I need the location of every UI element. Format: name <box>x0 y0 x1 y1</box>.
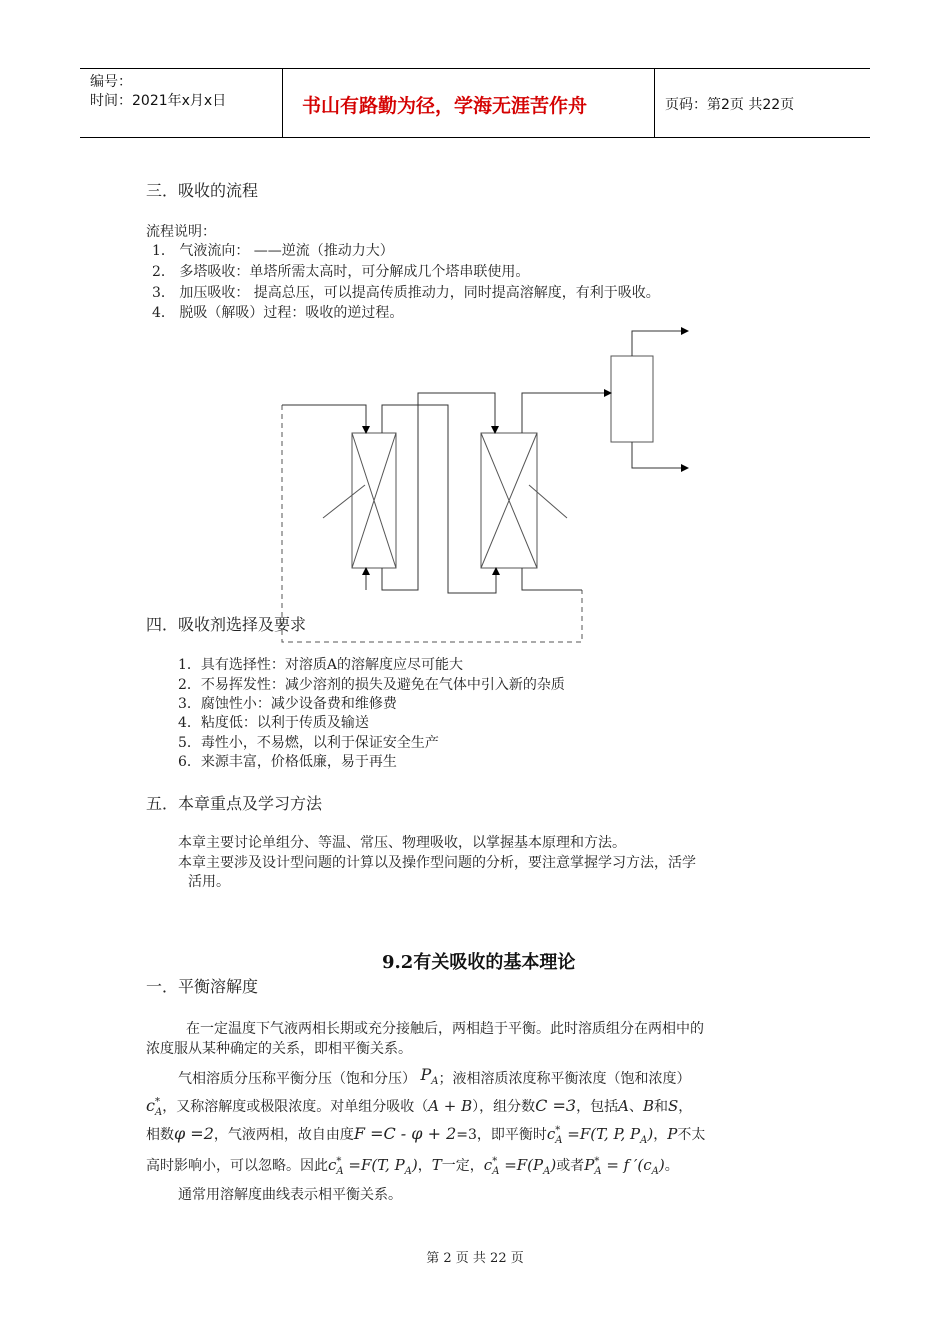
header-time: 时间：2021年x月x日 <box>90 93 227 109</box>
section-5-title: 五．本章重点及学习方法 <box>146 794 323 813</box>
equilibrium-line: 相数φ =2，气液两相，故自由度F =C - φ + 2=3，即平衡时$c^*_A =F(T$, P, $P_A$)，P不太 <box>146 1124 706 1146</box>
equilibrium-paragraph: 浓度服从某种确定的关系，即相平衡关系。 <box>146 1041 412 1057</box>
desorber-liquid-outlet-arrow <box>632 442 688 468</box>
text-run: 相数 <box>146 1127 174 1143</box>
formula-s: S <box>667 1097 679 1115</box>
flow-item: 4． 脱吸（解吸）过程：吸收的逆过程。 <box>152 305 404 321</box>
text-run: ，又称溶解度或极限浓度。对单组分吸收（ <box>162 1099 429 1115</box>
section-3-title: 三．吸收的流程 <box>146 181 259 200</box>
liquid-transfer-arrow <box>382 393 495 590</box>
text-run: ，包括 <box>576 1099 619 1115</box>
equilibrium-line: $c^*_A$，又称溶解度或极限浓度。对单组分吸收（A + B），组分数C =3，包括A、B和S， <box>146 1096 693 1119</box>
to-desorber-arrow <box>522 393 611 433</box>
tower-pointer-line <box>529 485 567 518</box>
formula-a: A <box>618 1097 629 1115</box>
section-4-title: 四．吸收剂选择及要求 <box>146 615 307 634</box>
header-number: 编号： <box>90 74 132 90</box>
text-run: ；液相溶质浓度称平衡浓度（饱和浓度） <box>438 1071 691 1087</box>
formula-phi: φ =2 <box>174 1124 214 1143</box>
solvent-requirement: 3．腐蚀性小：减少设备费和维修费 <box>178 696 397 712</box>
formula-ca-star: $c^*_A$ <box>146 1096 163 1119</box>
header-page-info: 页码：第2页 共22页 <box>665 97 795 113</box>
formula-p: P <box>667 1125 678 1143</box>
formula-ca-f-t-pa: $c^*_A =F(T$, $P_A$) <box>328 1156 418 1177</box>
text-run: 不太 <box>677 1127 706 1143</box>
desorption-column <box>611 356 653 442</box>
solvent-requirement: 6．来源丰富，价格低廉，易于再生 <box>178 754 397 770</box>
equilibrium-paragraph: 通常用溶解度曲线表示相平衡关系。 <box>178 1187 402 1203</box>
absorption-flow-diagram <box>0 0 950 660</box>
flow-intro: 流程说明： <box>146 224 216 240</box>
solvent-requirement: 5．毒性小，不易燃，以利于保证安全生产 <box>178 735 439 751</box>
formula-pa-f-ca: $P^*_A = f$ $'(c_A)$ <box>584 1156 665 1177</box>
formula-equilibrium: $c^*_A =F(T$, P, $P_A$) <box>546 1125 654 1146</box>
desorber-gas-outlet-arrow <box>632 331 688 356</box>
formula-a-plus-b: A + B <box>428 1097 473 1115</box>
equilibrium-line <box>178 1065 691 1090</box>
equilibrium-line: 高时影响小，可以忽略。因此$c^*_A =F(T$, $P_A$)，T一定，$c^*_A =F(P_A)$或者$P^*_A = f$ $'(c_A)$。 <box>146 1156 679 1177</box>
solvent-requirement: 1．具有选择性：对溶质A的溶解度应尽可能大 <box>178 657 464 673</box>
text-run: 气相溶质分压称平衡分压（饱和分压） <box>178 1071 416 1087</box>
chapter-title: 9.2有关吸收的基本理论 <box>382 952 576 973</box>
page-footer: 第 2 页 共 22 页 <box>426 1251 524 1266</box>
formula-b: B <box>642 1097 654 1115</box>
text-run: ），组分数 <box>472 1099 536 1115</box>
equilibrium-paragraph: 在一定温度下气液两相长期或充分接触后，两相趋于平衡。此时溶质组分在两相中的 <box>186 1021 704 1037</box>
text-run: ，气液两相，故自由度 <box>213 1127 354 1143</box>
formula-ca-f-pa: $c^*_A =F(P_A)$ <box>483 1156 557 1177</box>
study-paragraph: 本章主要涉及设计型问题的计算以及操作型问题的分析，要注意掌握学习方法，活学 <box>178 855 696 871</box>
formula-pa: $P_A$ <box>420 1065 439 1088</box>
solvent-requirement: 4．粘度低：以利于传质及输送 <box>178 715 369 731</box>
flow-item: 1． 气液流向： ——逆流（推动力大） <box>152 243 394 259</box>
tower-pointer-line <box>323 485 365 518</box>
flow-item: 3． 加压吸收： 提高总压，可以提高传质推动力，同时提高溶解度，有利于吸收。 <box>152 285 660 301</box>
text-run: 或者 <box>556 1158 585 1174</box>
formula-degrees-of-freedom: F =C - φ + 2 <box>353 1124 457 1143</box>
solvent-requirement: 2．不易挥发性：减少溶剂的损失及避免在气体中引入新的杂质 <box>178 677 565 693</box>
text-run: =3，即平衡时 <box>456 1127 547 1143</box>
gas-transfer-arrow <box>382 405 496 593</box>
subsection-title: 一．平衡溶解度 <box>146 977 259 996</box>
header-motto: 书山有路勤为径，学海无涯苦作舟 <box>302 95 588 117</box>
liquid-outlet-line <box>522 568 582 590</box>
liquid-inlet-arrow <box>282 405 366 433</box>
text-run: 一定， <box>441 1158 484 1174</box>
flow-item: 2． 多塔吸收：单塔所需太高时，可分解成几个塔串联使用。 <box>152 264 530 280</box>
study-paragraph: 本章主要讨论单组分、等温、常压、物理吸收，以掌握基本原理和方法。 <box>178 835 626 851</box>
text-run: 高时影响小，可以忽略。因此 <box>146 1158 328 1174</box>
study-paragraph: 活用。 <box>188 874 230 890</box>
text-run: 和 <box>653 1099 668 1115</box>
formula-t: T <box>431 1156 442 1174</box>
formula-c-equals-3: C =3 <box>535 1096 577 1115</box>
